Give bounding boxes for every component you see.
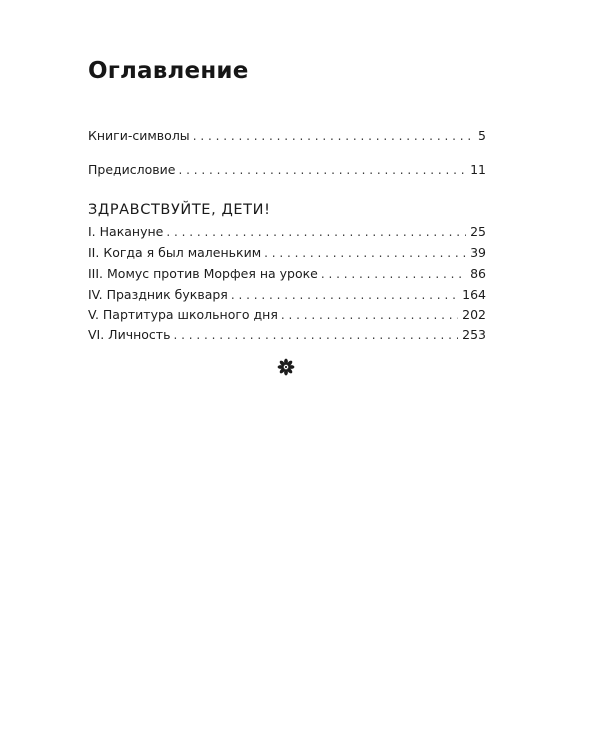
toc-entry-chapter-4: [88, 287, 486, 303]
toc-entry-page: 11: [470, 162, 486, 177]
toc-entry-label: V. Партитура школьного дня: [88, 307, 278, 322]
toc-entry-symbol-books: [88, 128, 486, 144]
toc-entry-chapter-3: [88, 266, 486, 282]
toc-entry-page: 39: [470, 245, 486, 260]
toc-entry-label: II. Когда я был маленьким: [88, 245, 262, 260]
toc-entry-label: IV. Праздник букваря: [88, 287, 228, 302]
dot-leader: [193, 128, 474, 144]
toc-entry-page: 202: [462, 307, 486, 322]
toc-entry-chapter-6: [88, 327, 486, 343]
toc-entry-chapter-2: [88, 245, 486, 261]
toc-entry-page: 86: [470, 266, 486, 281]
toc-entry-label: VI. Личность: [88, 327, 171, 342]
dot-leader: [321, 266, 466, 282]
toc-entry-chapter-5: [88, 307, 486, 323]
dot-leader: [166, 224, 466, 240]
toc-entry-label: I. Накануне: [88, 224, 164, 239]
dot-leader: [173, 327, 458, 343]
toc-entry-page: 164: [462, 287, 486, 302]
toc-entry-preface: [88, 162, 486, 178]
dot-leader: [281, 307, 458, 323]
toc-entry-chapter-1: [88, 224, 486, 240]
toc-entry-label: III. Момус против Морфея на уроке: [88, 266, 318, 281]
dot-leader: [264, 245, 466, 261]
flower-ornament-icon: [276, 357, 296, 377]
section-heading: ЗДРАВСТВУЙТЕ, ДЕТИ!: [88, 202, 271, 218]
toc-entry-label: Книги-символы: [88, 128, 190, 143]
toc-title: Оглавление: [88, 58, 249, 84]
dot-leader: [231, 287, 458, 303]
toc-entry-label: Предисловие: [88, 162, 176, 177]
toc-entry-page: 5: [478, 128, 486, 143]
toc-entry-page: 253: [462, 327, 486, 342]
toc-entry-page: 25: [470, 224, 486, 239]
dot-leader: [178, 162, 466, 178]
